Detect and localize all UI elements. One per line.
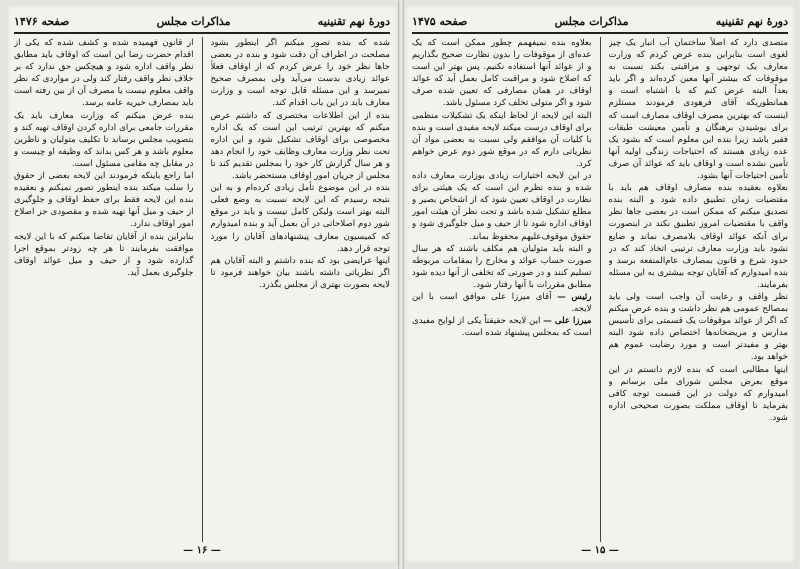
paragraph: البته این لایحه از لحاظ اینکه یک تشکیلات منظمی برای اوقاف درست میکند لایحه مفیدی است و بنده با کلیات آن موافقم ولی نسبت به بعضی مواد آن نظریاتی دارم که در موقع شور دوم عرض خواهم کرد. <box>412 110 592 169</box>
speaker-note <box>412 315 592 339</box>
left-page-header <box>14 12 390 30</box>
speaker-text: این لایحه حقیقتاً یکی از لوایح مفیدی است که بمجلس پیشنهاد شده است. <box>412 316 592 339</box>
paragraph: بنده از این اطلاعات مختصری که داشتم عرض میکنم که بهترین ترتیب این است که یک اداره مخصوصی برای اوقاف تشکیل شود و این اداره تحت نظر وزارت معارف وظایف خود را انجام دهد و هر سال گزارش کار خود را بمجلس تقدیم کند تا مجلس از جریان امور اوقاف مستحضر باشد. <box>210 110 390 182</box>
right-page-folio: — ۱۵ — <box>581 545 619 556</box>
speaker-name: رئیس — <box>557 291 592 302</box>
paragraph: بنابراین بنده از آقایان تقاضا میکنم که با این لایحه موافقت بفرمایند تا هر چه زودتر بموقع اجرا گذارده شود و از حیف و میل عوائد اوقاف جلوگیری بعمل آید. <box>14 231 194 278</box>
column-divider <box>202 37 203 542</box>
right-page-header <box>412 12 788 30</box>
paragraph: شده که بنده تصور میکنم اگر اینطور بشود مصلحت در اطراف آن دقت شود و بنده در بعضی جاها نظر خود را عرض کردم که از اوقاف فعلاً عوائد زیادی بدست می‌آید ولی بمصرف صحیح نمیرسد و این مسئله قابل توجه است و وزارت معارف باید در این باب اقدام کند. <box>210 38 390 109</box>
right-page-number: صفحه ۱۴۷۵ <box>412 14 468 28</box>
left-page-folio: — ۱۶ — <box>183 545 221 556</box>
paragraph: نظر واقف و رعایت آن واجب است ولی باید بمصالح عمومی هم نظر داشت و بنده عرض میکنم که اگر از عوائد موقوفات یک قسمتی برای تأسیس مدارس و مریضخانه‌ها اختصاص داده شود البته بهتر و مفیدتر است و مورد رضایت عموم هم خواهد بود. <box>608 291 788 363</box>
paragraph: متصدی دارد که اصلاً ساختمان آب انبار یک چیز لغوی است بنابراین بنده عرض کردم که وزارت معارف یک توجهی و مراقبتی بکند نسبت به موقوفات که بیشتر آنها معین کرده‌اند و اگر باید بعداً البته عرض کنم که با اشتباه است و همانطوریکه آقای فرهودی فرمودند مستلزم اینست که بهترین مصرف اوقاف مصارف است که برای بوشیدن برهنگان و تأمین معیشت طبقات فقیر باشد زیرا بنده این معلوم است که بشود یک عده زیادی هستند که احتیاجات زندگی اولیه آنها تأمین نشده است و اوقاف باید که عوائد آن صرف تأمین احتیاجات آنها بشود. <box>608 38 788 182</box>
left-page-number: صفحه ۱۴۷۶ <box>14 14 70 28</box>
paragraph: بنده عرض میکنم که وزارت معارف باید یک مقررات جامعی برای اداره کردن اوقاف تهیه کند و بتصویب مجلس برساند تا تکلیف متولیان و ناظرین معلوم باشد و هر کس بداند که وظیفه او چیست و در مقابل چه مقامی مسئول است. <box>14 110 194 169</box>
left-header-rule <box>14 32 390 34</box>
left-center-title: مذاکرات مجلس <box>156 14 231 28</box>
left-page-column-right <box>211 37 391 542</box>
column-divider <box>600 37 601 542</box>
right-header-rule <box>412 32 788 34</box>
paragraph: اینها مطالبی است که بنده لازم دانستم در این موقع بعرض مجلس شورای ملی برسانم و امیدوارم که دولت در این قسمت توجه کافی بفرماید تا اوقاف مملکت بصورت صحیحی اداره شود. <box>608 364 788 423</box>
book-gutter <box>398 0 404 569</box>
right-series-title: دورهٔ نهم تقنینیه <box>715 14 788 28</box>
speaker-name: میرزا علی — <box>543 316 592 327</box>
paragraph: بنده در این موضوع تأمل زیادی کرده‌ام و به این نتیجه رسیدم که این لایحه نسبت به وضع فعلی البته بهتر است ولیکن کامل نیست و باید در موقع شور دوم اصلاحاتی در آن بعمل آید و بنده امیدوارم که کمیسیون معارف پیشنهادهای آقایان را مورد توجه قرار دهد. <box>210 183 390 254</box>
left-page-column-left <box>14 37 194 542</box>
speaker-note <box>412 291 592 315</box>
paragraph: بعلاوه بنده نمیفهمم چطور ممکن است که یک عده‌ای از موقوفات را بدون نظارت صحیح بگذاریم و از عوائد آنها استفاده نکنیم. پس بهتر این است که اصلاح شود و مراقبت کامل بعمل آید که عوائد اوقاف در همان مصارفی که تعیین شده صرف شود و اگر متولی تخلف کرد مسئول باشد. <box>412 38 592 109</box>
right-page-body <box>412 37 788 542</box>
right-page-column-left <box>412 37 592 542</box>
paragraph: در این لایحه اختیارات زیادی بوزارت معارف داده شده و بنده نظرم این است که یک هیئتی برای نظارت در اوقاف تعیین شود که از اشخاص بصیر و مطلع تشکیل شده باشد و تحت نظر آن هیئت امور اوقاف اداره شود تا از حیف و میل جلوگیری شود و حقوق موقوف‌علیهم محفوظ بماند. <box>412 171 592 242</box>
left-series-title: دورهٔ نهم تقنینیه <box>317 14 390 28</box>
paragraph: بعلاوه بعقیده بنده مصارف اوقاف هم باید با مقتضیات زمان تطبیق داده شود و البته بنده تصدیق میکنم که ممکن است در بعضی جاها نظر واقف با مقتضیات امروز تطبیق نکند در اینصورت برای آنکه عوائد اوقاف بلامصرف نماند و ضایع نشود باید وزارت معارف ترتیبی اتخاذ کند که در حدود شرع و قانون بمصارف عام‌المنفعه برسد و بنده امیدوارم که آقایان توجه بیشتری به این مسئله بفرمایند. <box>608 183 788 290</box>
right-page-column-right <box>609 37 789 542</box>
left-page-body <box>14 37 390 542</box>
right-page <box>404 4 796 564</box>
paragraph: و البته باید متولیان هم مکلف باشند که هر سال صورت حساب عوائد و مخارج را بمقامات مربوطه تسلیم کنند و در صورتی که تخلفی از آنها دیده شود مطابق مقررات با آنها رفتار شود. <box>412 243 592 290</box>
speaker-text: آقای میرزا علی موافق است با این لایحه. <box>412 291 592 315</box>
right-center-title: مذاکرات مجلس <box>554 14 629 28</box>
paragraph: اما راجع باینکه فرمودند این لایحه بعضی از حقوق را سلب میکند بنده اینطور تصور نمیکنم و بعقیده بنده این لایحه فقط برای حفظ اوقاف و جلوگیری از حیف و میل آنها تهیه شده و مقصودی جز اصلاح امور اوقاف ندارد. <box>14 171 194 230</box>
paragraph: از قانون فهمیده شده و کشف شده که یکی از اقدام حضرت رضا این است که اوقاف باید مطابق نظر واقف اداره شود و هیچکس حق ندارد که بر خلاف نظر واقف رفتار کند ولی در مواردی که نظر واقف معلوم نیست یا مصرف آن از بین رفته است باید بمصارف خیریه عامه برسد. <box>14 38 194 109</box>
paragraph: اینها عرایضی بود که بنده داشتم و البته آقایان هم اگر نظریاتی داشته باشند بیان خواهند فرمود تا لایحه بصورت بهتری از مجلس بگذرد. <box>210 255 390 290</box>
left-page <box>6 4 398 564</box>
